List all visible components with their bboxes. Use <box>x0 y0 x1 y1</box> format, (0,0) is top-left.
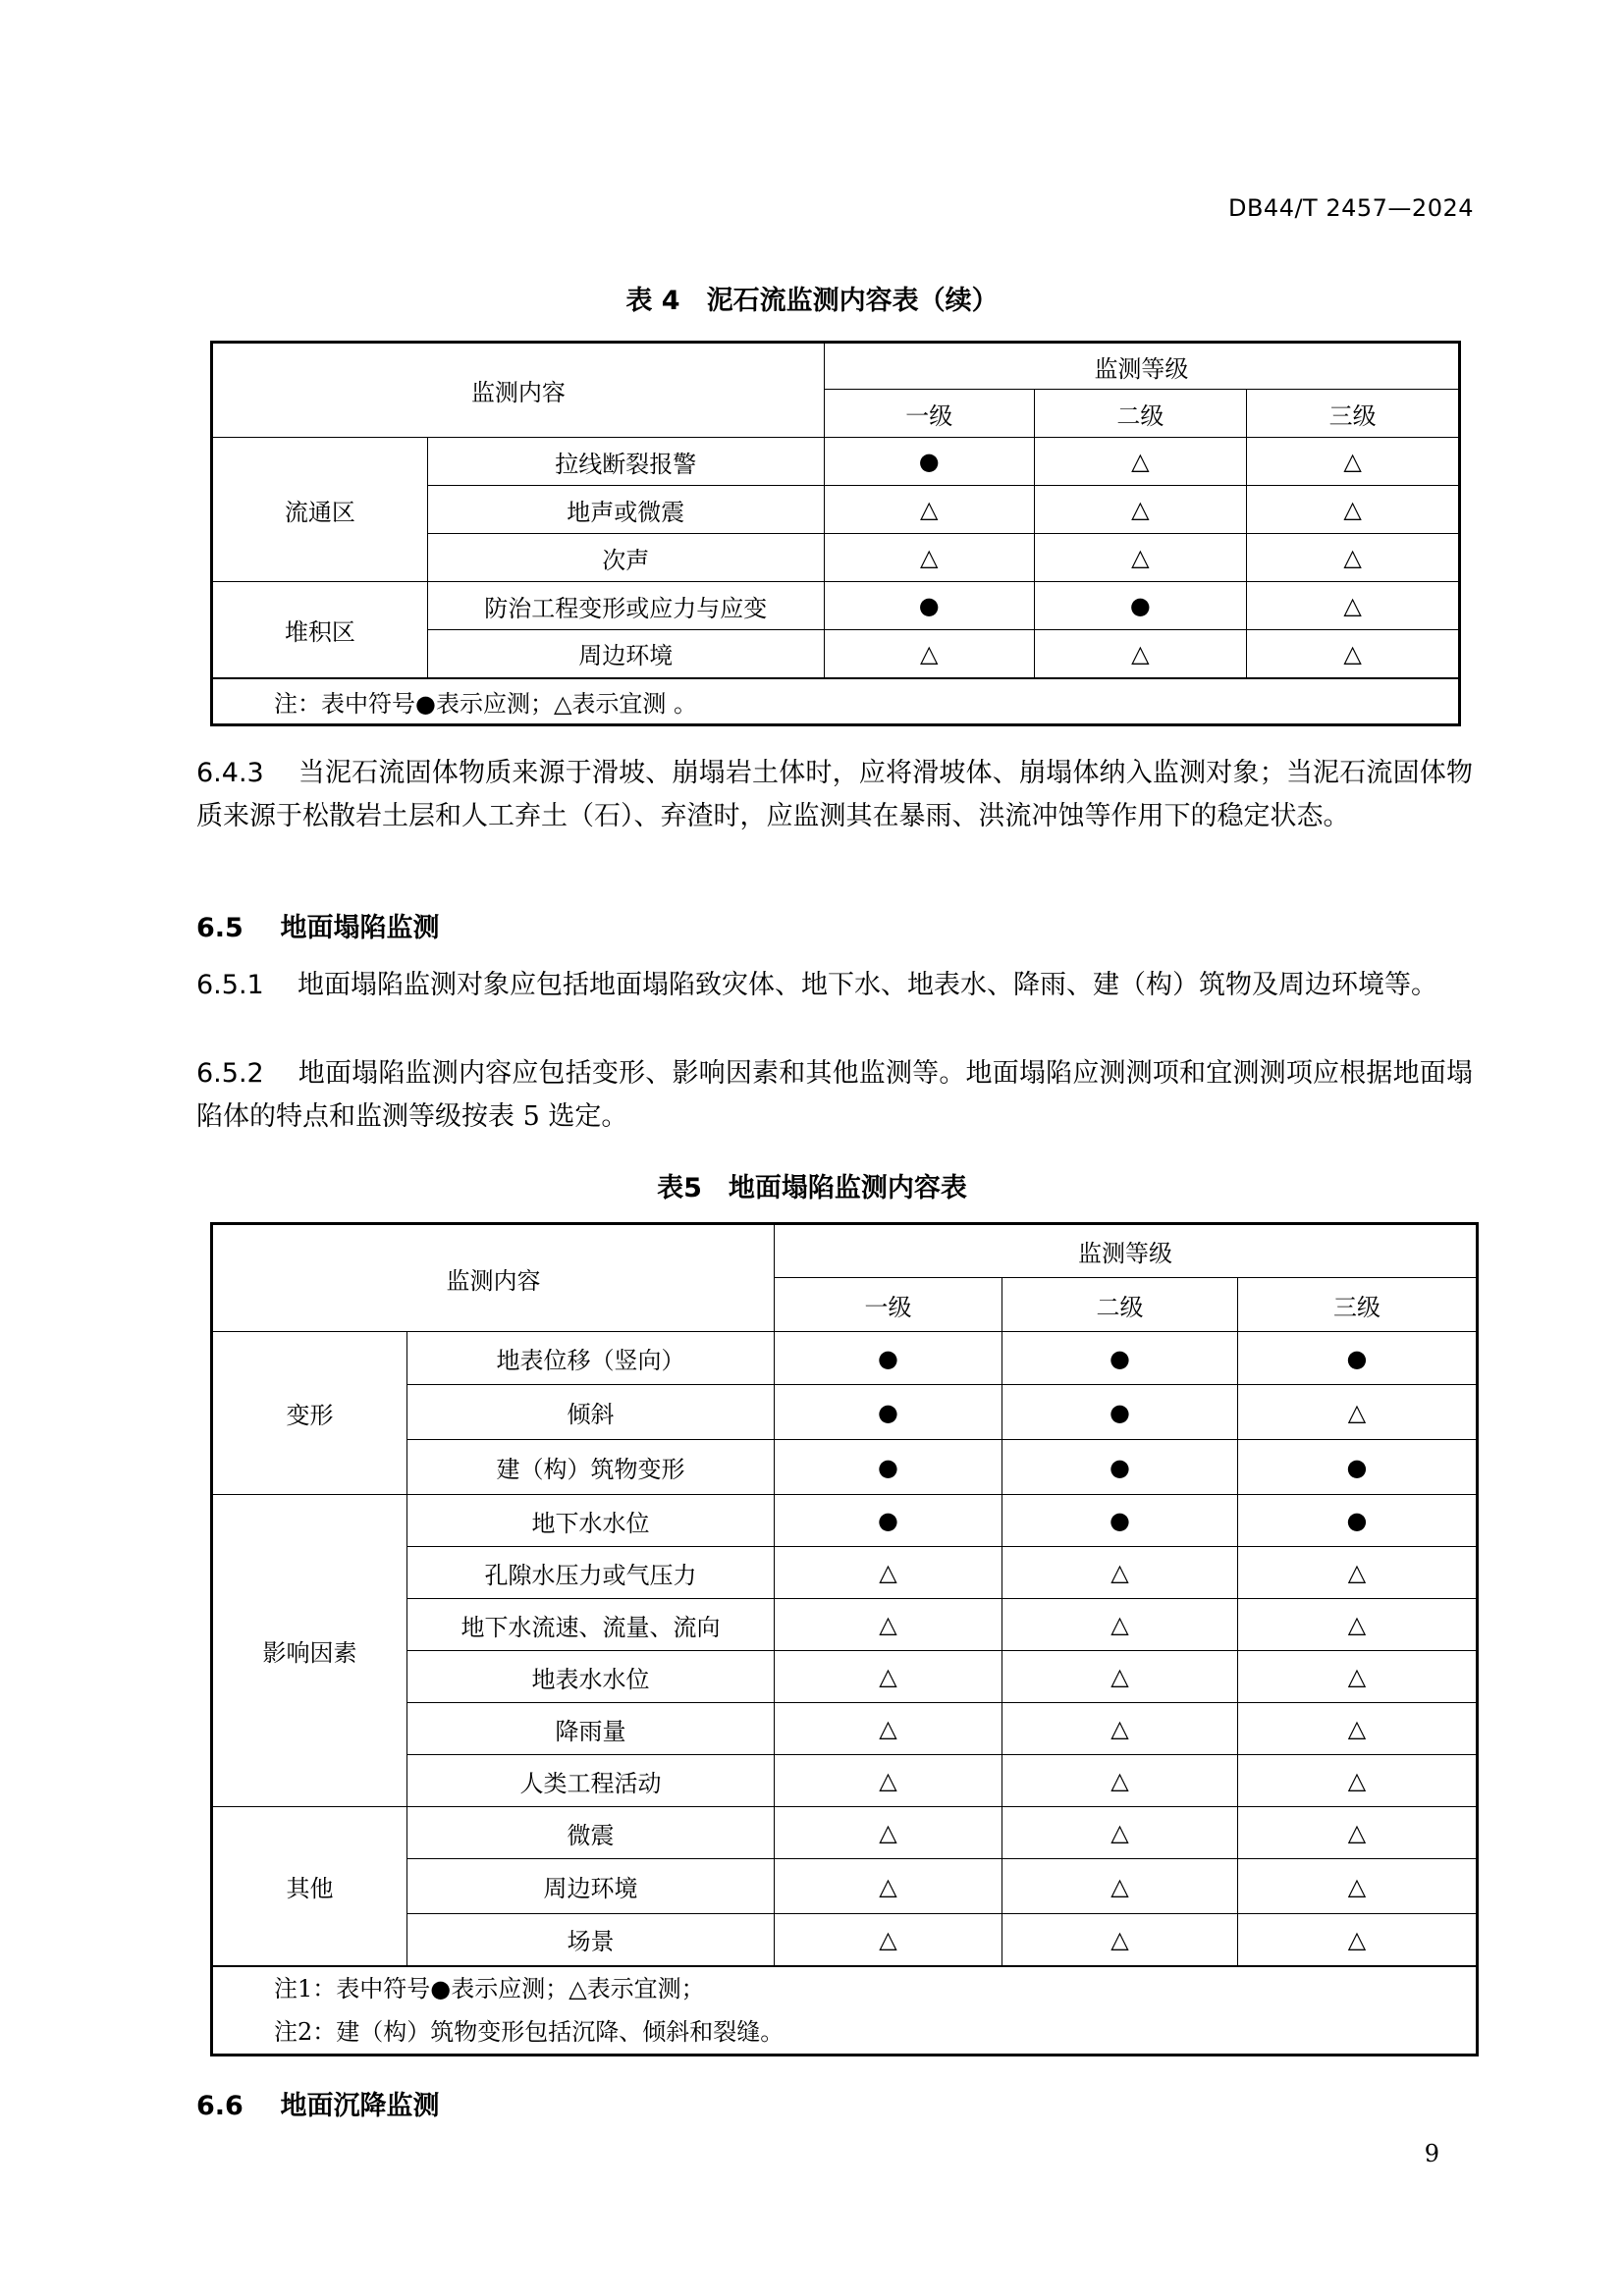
section-heading-6-5 <box>196 906 439 944</box>
table4-mark: △ <box>1247 534 1460 582</box>
table5-mark: △ <box>1238 1807 1478 1859</box>
table5-mark: △ <box>775 1914 1002 1966</box>
table4-group-name: 堆积区 <box>212 582 428 678</box>
table4-item: 地声或微震 <box>427 486 824 534</box>
table5 <box>210 1222 1479 2056</box>
clause-6-5-1 <box>196 964 1473 1007</box>
table4-mark: ● <box>824 582 1034 630</box>
table5-mark: △ <box>1238 1385 1478 1440</box>
table4-header-content: 监测内容 <box>212 343 825 438</box>
table5-item: 微震 <box>407 1807 775 1859</box>
table5-item: 地下水流速、流量、流向 <box>407 1599 775 1651</box>
table5-mark: △ <box>1002 1914 1238 1966</box>
clause-number: 6.5.2 <box>196 1058 264 1089</box>
table5-caption: 表5 地面塌陷监测内容表 <box>657 1173 967 1203</box>
table5-note-1: 注1：表中符号●表示应测；△表示宜测； <box>274 1974 705 2002</box>
table4-caption: 表 4 泥石流监测内容表（续） <box>625 286 999 316</box>
table4-mark: △ <box>1247 438 1460 486</box>
table5-mark: △ <box>1238 1599 1478 1651</box>
table4-mark: ● <box>824 438 1034 486</box>
table5-mark: ● <box>1238 1332 1478 1385</box>
table4-level-3: 三级 <box>1247 390 1460 438</box>
section-title: 地面沉降监测 <box>280 2091 440 2121</box>
table5-level-3: 三级 <box>1238 1278 1478 1332</box>
table5-mark: ● <box>775 1332 1002 1385</box>
table5-level-2: 二级 <box>1002 1278 1238 1332</box>
table5-mark: △ <box>1002 1807 1238 1859</box>
section-title: 地面塌陷监测 <box>280 913 440 943</box>
table5-mark: ● <box>1002 1440 1238 1495</box>
table4-mark: △ <box>1034 438 1247 486</box>
table4-mark: △ <box>824 486 1034 534</box>
table4-level-2: 二级 <box>1034 390 1247 438</box>
table5-mark: △ <box>775 1651 1002 1703</box>
table4-mark: ● <box>1034 582 1247 630</box>
table5-item: 周边环境 <box>407 1859 775 1914</box>
table4-group-name: 流通区 <box>212 438 428 582</box>
table5-mark: ● <box>1238 1440 1478 1495</box>
table5-item: 地表位移（竖向） <box>407 1332 775 1385</box>
table4-mark: △ <box>1034 534 1247 582</box>
table5-item: 降雨量 <box>407 1703 775 1755</box>
table4-item: 防治工程变形或应力与应变 <box>427 582 824 630</box>
table4-mark: △ <box>1247 630 1460 678</box>
table4-mark: △ <box>824 630 1034 678</box>
table5-item: 场景 <box>407 1914 775 1966</box>
table5-mark: △ <box>775 1547 1002 1599</box>
clause-6-5-2 <box>196 1052 1473 1139</box>
table4-mark: △ <box>1034 630 1247 678</box>
table5-mark: △ <box>1238 1703 1478 1755</box>
table5-mark: △ <box>1238 1651 1478 1703</box>
table4 <box>210 341 1461 726</box>
table5-item: 倾斜 <box>407 1385 775 1440</box>
table4-mark: △ <box>824 534 1034 582</box>
table5-mark: △ <box>1002 1547 1238 1599</box>
table5-mark: △ <box>1238 1914 1478 1966</box>
table5-mark: ● <box>775 1440 1002 1495</box>
table5-level-1: 一级 <box>775 1278 1002 1332</box>
table5-group-name: 变形 <box>212 1332 407 1495</box>
table5-mark: △ <box>1238 1547 1478 1599</box>
table5-mark: △ <box>1002 1599 1238 1651</box>
clause-number: 6.5.1 <box>196 970 264 1000</box>
table4-level-1: 一级 <box>824 390 1034 438</box>
table4-item: 周边环境 <box>427 630 824 678</box>
table4-item: 次声 <box>427 534 824 582</box>
table4-note: 注：表中符号●表示应测；△表示宜测 。 <box>212 678 1460 725</box>
table5-mark: △ <box>1238 1755 1478 1807</box>
table5-mark: ● <box>1002 1495 1238 1547</box>
table5-item: 地下水水位 <box>407 1495 775 1547</box>
document-code: DB44/T 2457—2024 <box>1227 194 1474 222</box>
clause-6-4-3 <box>196 752 1473 838</box>
table5-mark: ● <box>1238 1495 1478 1547</box>
table5-mark: △ <box>775 1859 1002 1914</box>
table5-mark: △ <box>775 1755 1002 1807</box>
table4-mark: △ <box>1247 582 1460 630</box>
section-heading-6-6 <box>196 2084 439 2122</box>
table5-group-name: 影响因素 <box>212 1495 407 1807</box>
clause-text: 地面塌陷监测内容应包括变形、影响因素和其他监测等。地面塌陷应测测项和宜测测项应根据地面塌陷体的特点和监测等级按表 5 选定。 <box>196 1058 1473 1132</box>
table5-mark: △ <box>775 1807 1002 1859</box>
table5-item: 人类工程活动 <box>407 1755 775 1807</box>
table5-mark: ● <box>775 1495 1002 1547</box>
table5-mark: ● <box>775 1385 1002 1440</box>
table5-mark: △ <box>1002 1859 1238 1914</box>
table5-mark: △ <box>1002 1755 1238 1807</box>
table4-item: 拉线断裂报警 <box>427 438 824 486</box>
table4-mark: △ <box>1247 486 1460 534</box>
clause-text: 当泥石流固体物质来源于滑坡、崩塌岩土体时，应将滑坡体、崩塌体纳入监测对象；当泥石流固体物质来源于松散岩土层和人工弃土（石）、弃渣时，应监测其在暴雨、洪流冲蚀等作用下的稳定状态。 <box>196 758 1473 831</box>
table5-notes <box>212 1966 1478 2056</box>
table4-header-level: 监测等级 <box>824 343 1459 390</box>
clause-number: 6.4.3 <box>196 758 264 788</box>
section-number: 6.6 <box>196 2091 244 2121</box>
table5-item: 地表水水位 <box>407 1651 775 1703</box>
page-number: 9 <box>1424 2140 1439 2167</box>
table5-mark: △ <box>1002 1651 1238 1703</box>
table5-mark: △ <box>1002 1703 1238 1755</box>
clause-text: 地面塌陷监测对象应包括地面塌陷致灾体、地下水、地表水、降雨、建（构）筑物及周边环境等。 <box>298 970 1438 1000</box>
section-number: 6.5 <box>196 913 244 943</box>
table5-mark: △ <box>775 1703 1002 1755</box>
table5-header-content: 监测内容 <box>212 1224 775 1332</box>
table5-header-level: 监测等级 <box>775 1224 1478 1278</box>
table4-mark: △ <box>1034 486 1247 534</box>
table5-mark: △ <box>1238 1859 1478 1914</box>
table5-mark: ● <box>1002 1385 1238 1440</box>
table5-item: 建（构）筑物变形 <box>407 1440 775 1495</box>
table5-mark: ● <box>1002 1332 1238 1385</box>
table5-mark: △ <box>775 1599 1002 1651</box>
table5-item: 孔隙水压力或气压力 <box>407 1547 775 1599</box>
table5-group-name: 其他 <box>212 1807 407 1966</box>
table5-note-2: 注2：建（构）筑物变形包括沉降、倾斜和裂缝。 <box>274 2017 785 2046</box>
